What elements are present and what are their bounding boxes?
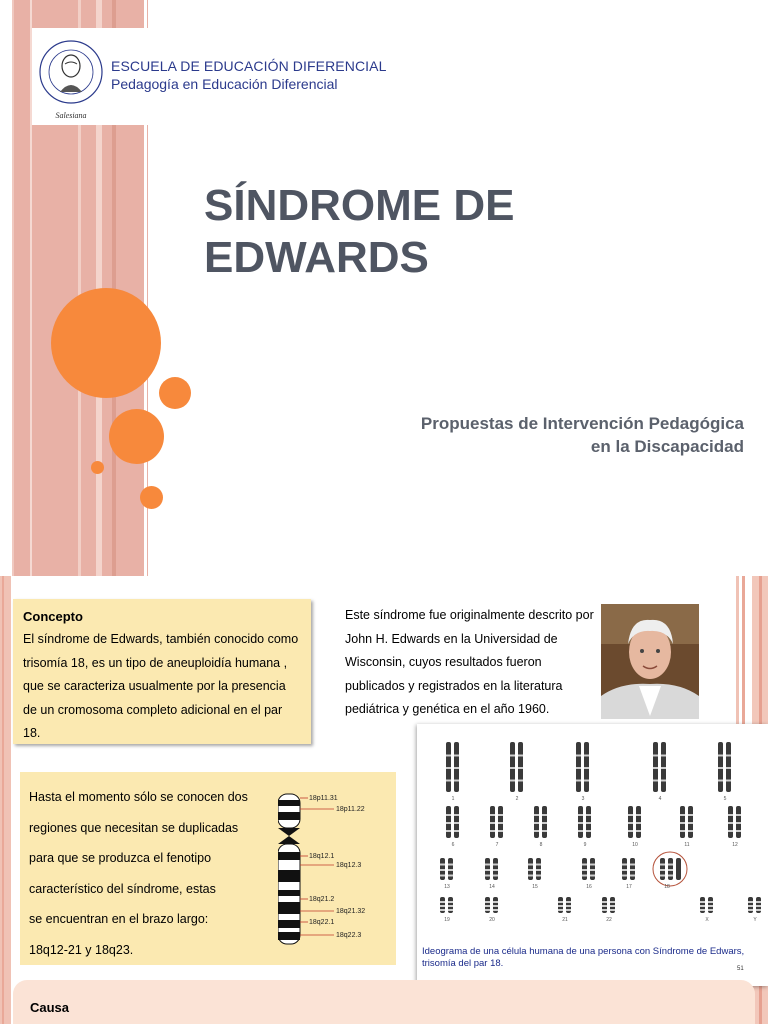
chromosome-band [590, 875, 595, 877]
chromosome-pair [653, 852, 687, 890]
university-seal-icon [38, 32, 104, 120]
chromosome-number: 5 [723, 796, 727, 802]
chromosome-number: 11 [684, 842, 690, 848]
chromosome-band [700, 901, 705, 903]
chromosome-band [590, 869, 595, 871]
chromosome-number: 18 [664, 884, 670, 890]
chromosome-number: 3 [581, 796, 585, 802]
chromosome-band [566, 905, 571, 907]
chromosome-band [736, 822, 741, 824]
concepto-body: El síndrome de Edwards, también conocido como trisomía 18, es un tipo de aneuploidía humana , que se caracteriza usualmente por la presencia de un cromosoma completo adicional en el par 18. [23, 632, 299, 740]
chromosome-pair [622, 858, 635, 890]
chromosome-band [518, 767, 523, 769]
chromosome-number: 15 [532, 884, 538, 890]
chromosome-band [448, 909, 453, 911]
chromosome-pair [602, 897, 615, 923]
decorative-circle [109, 409, 164, 464]
chromosome-band [485, 875, 490, 877]
chromosome-band [586, 822, 591, 824]
chromosome-band [680, 822, 685, 824]
chromosome-band [440, 864, 445, 866]
chromosome-band [688, 830, 693, 832]
chromosome-band [668, 875, 673, 877]
decorative-circle [91, 461, 104, 474]
chromosome-pair [490, 806, 503, 848]
chromosome-band [582, 864, 587, 866]
program-name: Pedagogía en Educación Diferencial [111, 76, 338, 92]
chromosome-band [653, 780, 658, 782]
stripe-line [12, 0, 14, 576]
chromosome-pair [653, 742, 666, 802]
chromosome-band [660, 875, 665, 877]
chromosome-band [446, 830, 451, 832]
chromosome-band [498, 830, 503, 832]
chromosome-band [661, 780, 666, 782]
chromosome-band [630, 875, 635, 877]
chromosome-band [688, 814, 693, 816]
chromosome-band [493, 909, 498, 911]
chromosome-band [448, 869, 453, 871]
chromosome-pair [440, 858, 453, 890]
chromosome-band [448, 905, 453, 907]
chromosome-band [636, 830, 641, 832]
chromosome-band [756, 905, 761, 907]
chromosome-band [610, 905, 615, 907]
regions-line: se encuentran en el brazo largo: [29, 912, 209, 927]
chromosome-band [602, 905, 607, 907]
karyotype-image [417, 724, 768, 939]
chromosome-band [534, 830, 539, 832]
chromosome-band [578, 830, 583, 832]
portrait-image [601, 604, 699, 719]
chromosome-band [582, 869, 587, 871]
chromosome-band [536, 875, 541, 877]
chromosome-band [510, 755, 515, 757]
chromosome-band [628, 814, 633, 816]
chromosome-band [446, 755, 451, 757]
chromosome-band [440, 875, 445, 877]
chromosome-pair [700, 897, 713, 923]
chromosome-band [440, 909, 445, 911]
chromosome-band [661, 755, 666, 757]
chromosome-band [628, 830, 633, 832]
chromosome-band [448, 901, 453, 903]
university-logo [32, 28, 387, 125]
chromosome-number: 4 [658, 796, 662, 802]
chromosome-band [636, 822, 641, 824]
decorative-circle [51, 288, 161, 398]
chromosome-band [630, 869, 635, 871]
chromosome-band [736, 830, 741, 832]
chromosome-band [440, 869, 445, 871]
chromosome-band [534, 822, 539, 824]
chromosome-band [602, 909, 607, 911]
chromosome-band [584, 780, 589, 782]
slide-subtitle: Propuestas de Intervención Pedagógica en la Discapacidad [420, 414, 744, 456]
chromosome-number: 21 [562, 917, 568, 923]
chromosome-band [510, 767, 515, 769]
chromosome-pair [485, 858, 498, 890]
chromosome-band [728, 814, 733, 816]
chromosome-band [536, 869, 541, 871]
edwards-history-text: Este síndrome fue originalmente descrito por John H. Edwards en la Universidad de Wisconsin, cuyos resultados fueron publicados y registrados en la literatura pediátrica y genética en el año 1960. [345, 608, 594, 717]
chromosome-band [586, 830, 591, 832]
chromosome-band [728, 830, 733, 832]
chromosome-pair [558, 897, 571, 923]
regions-line: para que se produzca el fenotipo [29, 851, 212, 866]
chromosome-band [528, 875, 533, 877]
chromosome-band [493, 864, 498, 866]
band-label: 18q22.3 [336, 932, 362, 939]
chromosome-band [485, 869, 490, 871]
chromosome-band [610, 901, 615, 903]
chromosome-band [748, 909, 753, 911]
chromosome-number: 6 [451, 842, 455, 848]
chromosome-band [660, 869, 665, 871]
chromosome-band [653, 767, 658, 769]
causa-heading: Causa [30, 1000, 70, 1015]
karyotype-figure [417, 724, 768, 986]
chromosome-pair [582, 858, 595, 890]
karyotype-caption: Ideograma de una célula humana de una persona con Síndrome de Edwars, trisomía del par 18. [422, 946, 745, 969]
chromosome-band [660, 864, 665, 866]
chromosome-pair [748, 897, 761, 923]
chromosome-pair [718, 742, 731, 802]
chromosome-band [718, 780, 723, 782]
band-label: 18p11.22 [336, 806, 365, 813]
chromosome-band [584, 755, 589, 757]
chromosome-band [756, 901, 761, 903]
chromosome-band [493, 875, 498, 877]
chromosome-number: 20 [489, 917, 495, 923]
chromosome-band [485, 909, 490, 911]
chromosome-number: 7 [495, 842, 499, 848]
content-slide [0, 576, 768, 1024]
chromosome-band [490, 830, 495, 832]
chromosome-18-ideogram [278, 786, 396, 956]
chromosome-band [708, 901, 713, 903]
chromosome-band [528, 869, 533, 871]
chromosome-band [454, 814, 459, 816]
chromosome-band [622, 875, 627, 877]
band-label: 18q22.1 [309, 919, 335, 926]
svg-text:Salesiana: Salesiana [55, 111, 87, 120]
slide-title: SÍNDROME DE EDWARDS [204, 181, 515, 282]
chromosome-number: 12 [732, 842, 738, 848]
chromosome-band [602, 901, 607, 903]
chromosome-band [700, 909, 705, 911]
chromosome-number: 10 [632, 842, 638, 848]
chromosome-band [708, 909, 713, 911]
chromosome-band [661, 767, 666, 769]
john-edwards-photo [601, 604, 699, 719]
concepto-box [13, 599, 311, 744]
chromosome-number: X [705, 917, 709, 923]
chromosome-band [493, 905, 498, 907]
chromosome-band [448, 864, 453, 866]
chromosome-band [736, 814, 741, 816]
chromosome-pair [446, 742, 459, 802]
chromosome-band [576, 755, 581, 757]
chromosome-band [485, 901, 490, 903]
chromosome-band [558, 909, 563, 911]
chromosome-band [584, 767, 589, 769]
decorative-circle [159, 377, 191, 409]
chromosome-band [668, 869, 673, 871]
chromosome-band [680, 830, 685, 832]
regions-line: regiones que necesitan se duplicadas [29, 820, 239, 835]
chromosome-band [578, 814, 583, 816]
regions-line: 18q12-21 y 18q23. [29, 942, 134, 957]
chromosome-band [485, 905, 490, 907]
chromosome-band [493, 901, 498, 903]
chromosome-band [446, 780, 451, 782]
chromosome-band [566, 901, 571, 903]
extra-chromosome [676, 858, 681, 880]
chromosome-band [454, 755, 459, 757]
chromosome-band [518, 780, 523, 782]
chromosome-band [630, 864, 635, 866]
chromosome-band [688, 822, 693, 824]
chromosome-band [558, 901, 563, 903]
chromosome-number: Y [753, 917, 757, 923]
chromosome-band [440, 901, 445, 903]
chromosome-band [485, 864, 490, 866]
chromosome-band [542, 822, 547, 824]
chromosome-number: 2 [515, 796, 519, 802]
chromosome-band [578, 822, 583, 824]
chromosome-band [536, 864, 541, 866]
chromosome-pair [728, 806, 741, 848]
chromosome-band [576, 780, 581, 782]
chromosome-band [636, 814, 641, 816]
band-label: 18q12.1 [309, 853, 335, 860]
chromosome-band [454, 822, 459, 824]
band-label: 18q12.3 [336, 862, 362, 869]
chromosome-band [590, 864, 595, 866]
chromosome-band [534, 814, 539, 816]
chromosome-band [542, 830, 547, 832]
chromosome-pair [510, 742, 523, 802]
decorative-circle [140, 486, 163, 509]
chromosome-band [628, 822, 633, 824]
stripe-line [2, 576, 4, 1024]
regions-line: característico del síndrome, estas [29, 881, 216, 896]
chromosome-band [454, 830, 459, 832]
chromosome-band [498, 822, 503, 824]
chromosome-band [610, 909, 615, 911]
chromosome-band [622, 864, 627, 866]
chromosome-band [518, 755, 523, 757]
chromosome-number: 8 [539, 842, 543, 848]
chromosome-number: 14 [489, 884, 495, 890]
chromosome-number: 22 [606, 917, 612, 923]
page-number: 51 [737, 966, 744, 972]
band-label: 18q21.32 [336, 908, 366, 915]
chromosome-band [542, 814, 547, 816]
chromosome-pair [485, 897, 498, 923]
chromosome-band [510, 780, 515, 782]
chromosome-band [558, 905, 563, 907]
chromosome-pair [628, 806, 641, 848]
chromosome-band [748, 901, 753, 903]
chromosome-band [490, 814, 495, 816]
chromosome-band [448, 875, 453, 877]
chromosome-band [446, 767, 451, 769]
chromosome-number: 13 [444, 884, 450, 890]
chromosome-pair [578, 806, 591, 848]
chromosome-band [528, 864, 533, 866]
causa-box [13, 980, 755, 1024]
chromosome-band [454, 767, 459, 769]
chromosome-pair [446, 806, 459, 848]
regions-text [29, 787, 281, 971]
school-name: ESCUELA DE EDUCACIÓN DIFERENCIAL [111, 58, 387, 74]
concepto-heading: Concepto [23, 609, 83, 624]
chromosome-number: 9 [583, 842, 587, 848]
chromosome-band [756, 909, 761, 911]
chromosome-pair [534, 806, 547, 848]
band-label: 18p11.31 [309, 795, 338, 802]
chromosome-band [446, 822, 451, 824]
chromosome-number: 1 [451, 796, 455, 802]
chromosome-band [446, 814, 451, 816]
chromosome-band [498, 814, 503, 816]
chromosome-band [582, 875, 587, 877]
regions-box [20, 772, 396, 965]
chromosome-band [566, 909, 571, 911]
regions-line: Hasta el momento sólo se conocen dos [29, 790, 248, 804]
chromosome-band [700, 905, 705, 907]
chromosome-band [726, 780, 731, 782]
band-label: 18q21.2 [309, 896, 335, 903]
chromosome-band [726, 767, 731, 769]
chromosome-band [718, 755, 723, 757]
chromosome-band [586, 814, 591, 816]
chromosome-band [653, 755, 658, 757]
chromosome-band [454, 780, 459, 782]
chromosome-pair [440, 897, 453, 923]
chromosome-band [668, 864, 673, 866]
chromosome-band [493, 869, 498, 871]
chromosome-pair [528, 858, 541, 890]
chromosome-band [680, 814, 685, 816]
chromosome-band [728, 822, 733, 824]
chromosome-band [440, 905, 445, 907]
chromosome-band [748, 905, 753, 907]
chromosome-band [576, 767, 581, 769]
chromosome-band [718, 767, 723, 769]
chromosome-pair [576, 742, 589, 802]
chromosome-number: 16 [586, 884, 592, 890]
chromosome-band [622, 869, 627, 871]
chromosome-number: 19 [444, 917, 450, 923]
chromosome-band [708, 905, 713, 907]
chromosome-band [490, 822, 495, 824]
chromosome-number: 17 [626, 884, 632, 890]
chromosome-band [726, 755, 731, 757]
chromosome-pair [680, 806, 693, 848]
